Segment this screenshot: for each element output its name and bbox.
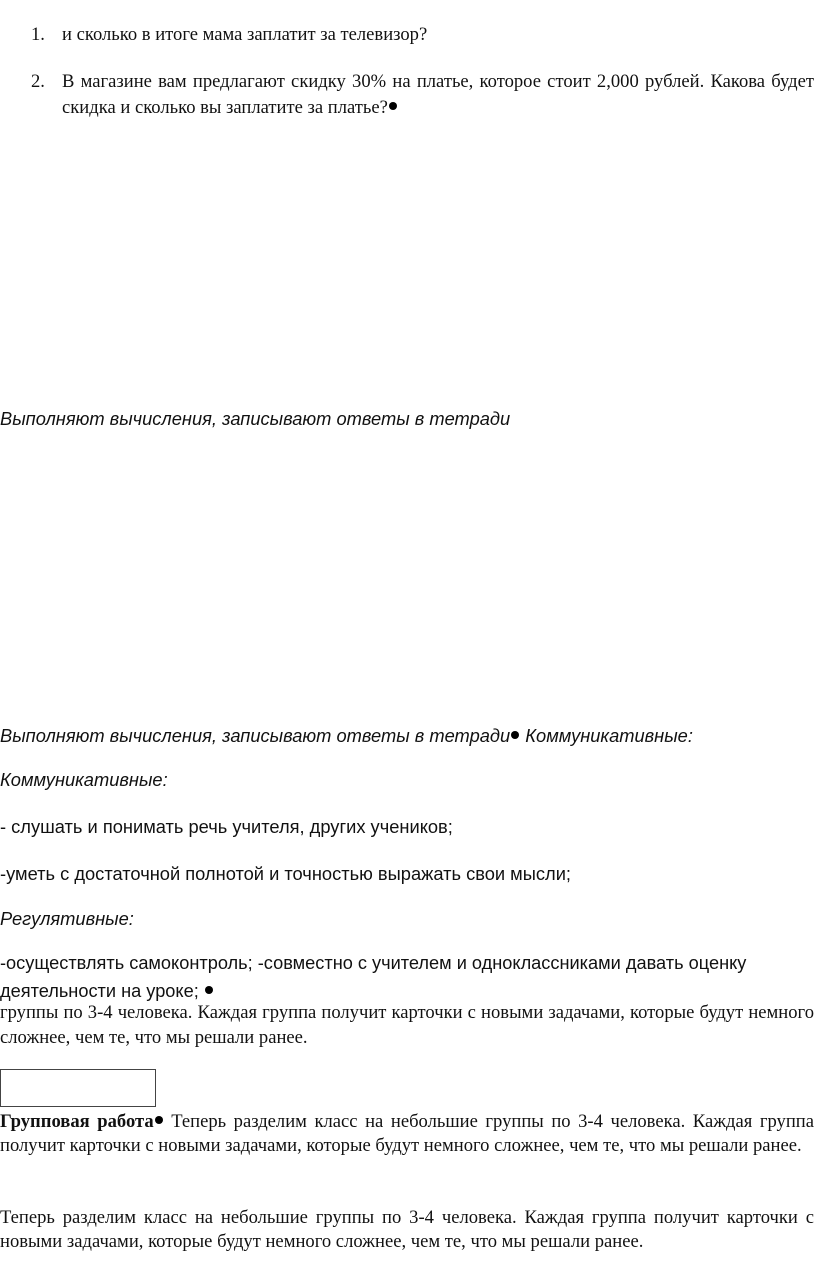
calc-note-2-suffix: Коммуникативные: bbox=[520, 725, 693, 746]
regulatory-selfcontrol bbox=[0, 949, 800, 1005]
list-item-1-text: и сколько в итоге мама заплатит за телевизор? bbox=[62, 24, 428, 45]
bullet-icon bbox=[205, 986, 213, 994]
groups-paragraph: группы по 3-4 человека. Каждая группа получит карточки с новыми задачами, которые будут немного сложнее, чем те, что мы решали ранее. bbox=[0, 1002, 814, 1048]
regulatory-heading: Регулятивные: bbox=[0, 908, 134, 929]
communicative-heading: Коммуникативные: bbox=[0, 769, 168, 790]
list-item-2-text: В магазине вам предлагают скидку 30% на платье, которое стоит 2,000 рублей. Какова будет скидка и сколько вы заплатите за платье? bbox=[62, 71, 814, 118]
communicative-express: -уметь с достаточной полнотой и точностью выражать свои мысли; bbox=[0, 863, 571, 884]
list-number-1: 1. bbox=[31, 24, 45, 45]
final-paragraph: Теперь разделим класс на небольшие группы по 3-4 человека. Каждая группа получит карточки с новыми задачами, которые будут немного сложнее, чем те, что мы решали ранее. bbox=[0, 1207, 814, 1252]
regulatory-selfcontrol-text: -осуществлять самоконтроль; -совместно с учителем и одноклассниками давать оценку деятельности на уроке; bbox=[0, 953, 747, 1001]
group-work-text: Теперь разделим класс на небольшие группы по 3-4 человека. Каждая группа получит карточки с новыми задачами, которые будут немного сложнее, чем те, что мы решали ранее. bbox=[0, 1111, 814, 1156]
calc-note-1: Выполняют вычисления, записывают ответы в тетради bbox=[0, 408, 511, 429]
bullet-icon bbox=[389, 102, 397, 110]
group-work-paragraph bbox=[0, 1110, 814, 1158]
communicative-listen: - слушать и понимать речь учителя, других учеников; bbox=[0, 816, 453, 837]
bullet-icon bbox=[511, 731, 519, 739]
empty-box bbox=[0, 1069, 156, 1107]
bullet-icon bbox=[155, 1116, 163, 1124]
calc-note-2 bbox=[0, 723, 810, 749]
group-work-label: Групповая работа bbox=[0, 1111, 154, 1132]
list-item-2 bbox=[62, 69, 814, 121]
calc-note-2-text: Выполняют вычисления, записывают ответы в тетради bbox=[0, 725, 511, 746]
list-number-2: 2. bbox=[31, 71, 45, 92]
